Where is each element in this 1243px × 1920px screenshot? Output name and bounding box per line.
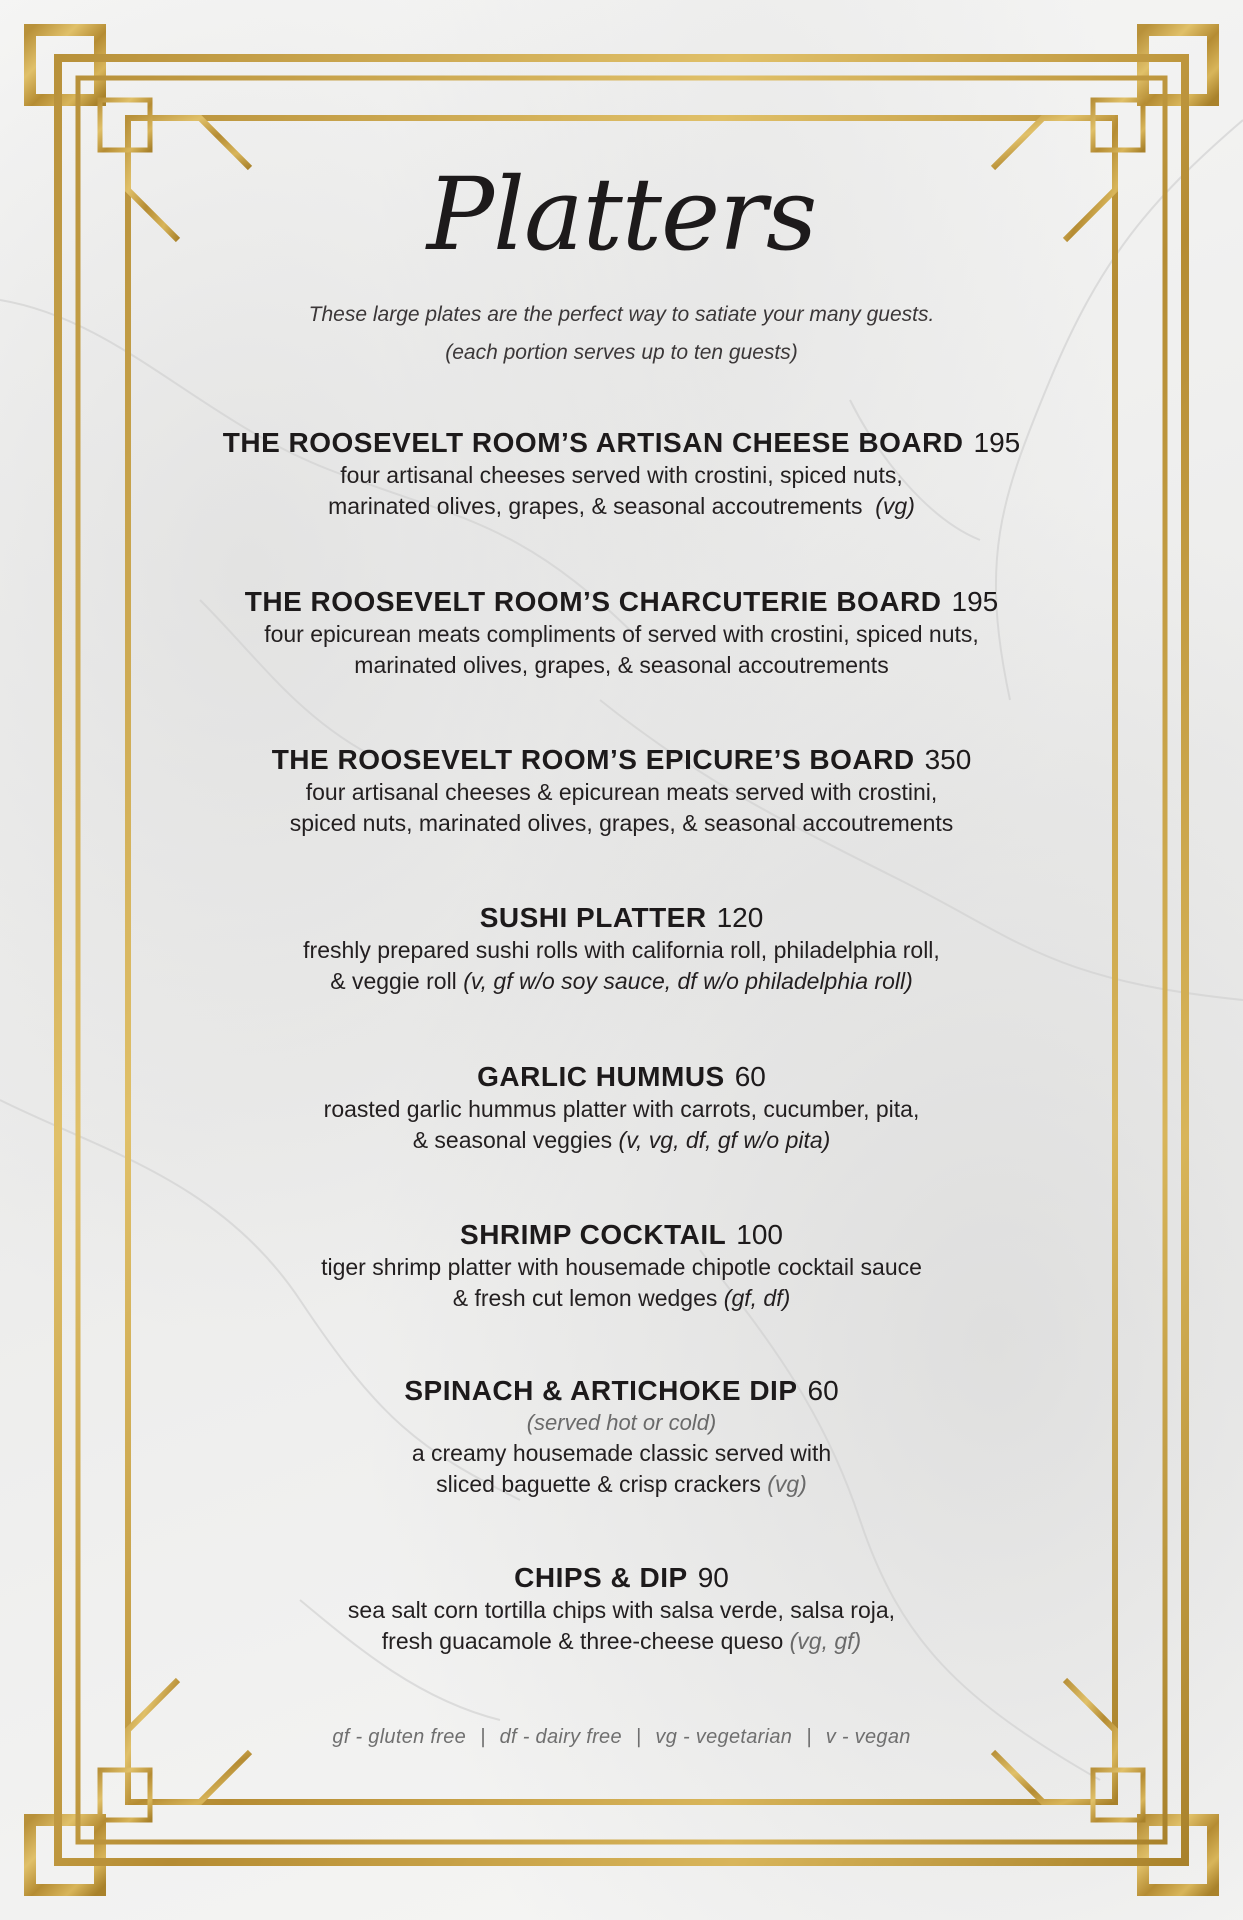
item-name: THE ROOSEVELT ROOM’S CHARCUTERIE BOARD	[244, 586, 942, 617]
serving-note: (served hot or cold)	[526, 1410, 717, 1435]
item-desc-line-2: marinated olives, grapes, & seasonal accoutrements	[328, 493, 863, 519]
item-description	[150, 1438, 1093, 1500]
legend-separator: |	[480, 1726, 486, 1748]
dietary-tag: (vg)	[767, 1471, 807, 1497]
menu-item-shrimp-cocktail	[150, 1218, 1093, 1314]
menu-item-sushi-platter	[150, 901, 1093, 997]
menu-item-garlic-hummus	[150, 1060, 1093, 1156]
item-description	[150, 1252, 1093, 1314]
item-price: 350	[924, 744, 972, 775]
item-desc-line-2: spiced nuts, marinated olives, grapes, & seasonal accoutrements	[289, 810, 954, 836]
legend-df: df - dairy free	[499, 1726, 622, 1748]
item-name: THE ROOSEVELT ROOM’S EPICURE’S BOARD	[271, 744, 915, 775]
item-price: 120	[716, 902, 764, 933]
item-desc-line-2: & seasonal veggies	[412, 1127, 613, 1153]
subtitle	[150, 296, 1093, 372]
item-description	[150, 1595, 1093, 1657]
legend-vg: vg - vegetarian	[655, 1726, 793, 1748]
menu-item-artisan-cheese-board	[150, 426, 1093, 522]
dietary-tag: (gf, df)	[723, 1285, 791, 1311]
dietary-tag: (v, gf w/o soy sauce, df w/o philadelphia roll)	[463, 968, 913, 994]
page-title: Platters	[426, 156, 817, 273]
item-price: 90	[697, 1562, 729, 1593]
item-desc-line-1: a creamy housemade classic served with	[411, 1440, 832, 1466]
item-desc-line-1: four epicurean meats compliments of served with crostini, spiced nuts,	[264, 621, 979, 647]
legend-separator: |	[806, 1726, 812, 1748]
item-desc-line-1: tiger shrimp platter with housemade chipotle cocktail sauce	[321, 1254, 922, 1280]
dietary-legend	[150, 1726, 1093, 1749]
item-desc-line-1: freshly prepared sushi rolls with california roll, philadelphia roll,	[303, 937, 940, 963]
item-name: SUSHI PLATTER	[479, 902, 707, 933]
item-name: SPINACH & ARTICHOKE DIP	[404, 1375, 798, 1406]
subtitle-line-2: (each portion serves up to ten guests)	[445, 341, 798, 364]
legend-gf: gf - gluten free	[332, 1726, 467, 1748]
item-desc-line-2: & veggie roll	[330, 968, 457, 994]
item-price: 60	[734, 1061, 766, 1092]
menu-item-charcuterie-board	[150, 585, 1093, 681]
menu-content	[150, 0, 1093, 1920]
corner-tl-outer	[30, 30, 100, 100]
item-price: 60	[807, 1375, 839, 1406]
item-desc-line-1: sea salt corn tortilla chips with salsa verde, salsa roja,	[347, 1597, 896, 1623]
item-description	[150, 1094, 1093, 1156]
item-description	[150, 935, 1093, 997]
item-desc-line-1: four artisanal cheeses & epicurean meats served with crostini,	[305, 779, 938, 805]
legend-v: v - vegan	[825, 1726, 911, 1748]
subtitle-line-1: These large plates are the perfect way to satiate your many guests.	[308, 303, 935, 326]
item-price: 100	[736, 1219, 783, 1250]
legend-separator: |	[635, 1726, 642, 1748]
item-price: 195	[973, 427, 1021, 458]
item-description	[150, 777, 1093, 839]
item-name: GARLIC HUMMUS	[477, 1061, 725, 1092]
item-desc-line-2: & fresh cut lemon wedges	[452, 1285, 718, 1311]
item-name: SHRIMP COCKTAIL	[460, 1219, 727, 1250]
item-desc-line-2: marinated olives, grapes, & seasonal accoutrements	[354, 652, 889, 678]
menu-item-epicures-board	[150, 743, 1093, 839]
item-name: CHIPS & DIP	[514, 1562, 688, 1593]
item-description	[150, 460, 1093, 522]
dietary-tag: (vg)	[875, 493, 915, 519]
item-desc-line-2: fresh guacamole & three-cheese queso	[381, 1628, 784, 1654]
item-description	[150, 619, 1093, 681]
menu-item-spinach-artichoke-dip	[150, 1374, 1093, 1500]
item-price: 195	[951, 586, 999, 617]
dietary-tag: (vg, gf)	[789, 1628, 862, 1654]
item-desc-line-2: sliced baguette & crisp crackers	[436, 1471, 761, 1497]
item-name: THE ROOSEVELT ROOM’S ARTISAN CHEESE BOARD	[222, 427, 964, 458]
item-desc-line-1: four artisanal cheeses served with crostini, spiced nuts,	[340, 462, 903, 488]
corner-br-outer	[1143, 1820, 1213, 1890]
menu-item-chips-and-dip	[150, 1561, 1093, 1657]
corner-bl-outer	[30, 1820, 100, 1890]
item-desc-line-1: roasted garlic hummus platter with carrots, cucumber, pita,	[323, 1096, 920, 1122]
dietary-tag: (v, vg, df, gf w/o pita)	[618, 1127, 831, 1153]
corner-tr-outer	[1143, 30, 1213, 100]
